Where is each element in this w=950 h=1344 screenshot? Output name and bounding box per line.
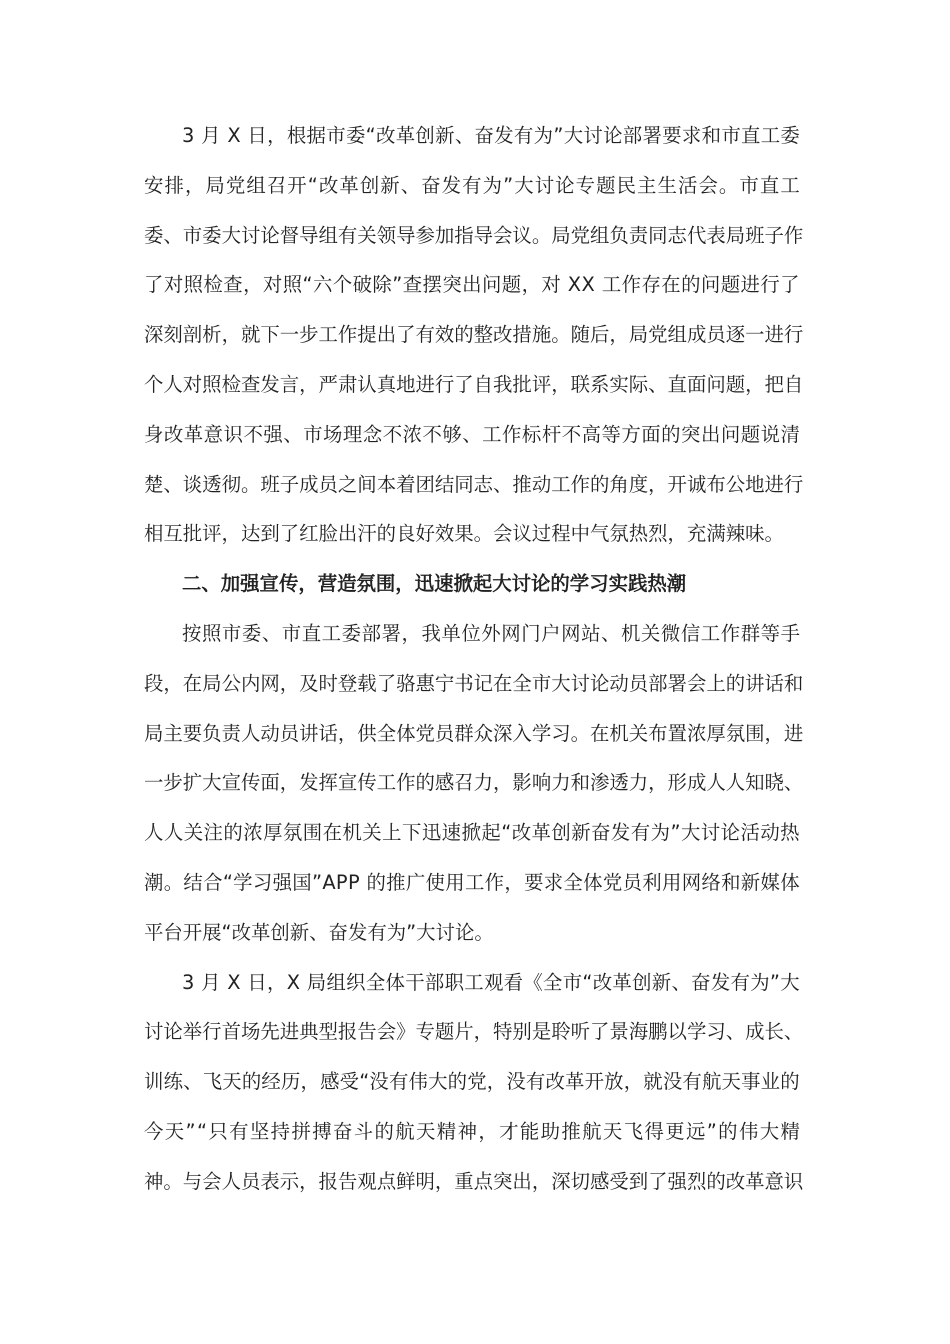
paragraph-line: 一 步 扩 大 宣 传 面 ， 发 挥 宣 传 工 作 的 感 召 力 ， 影 响 力 和 渗 透 力 ， 形 成 人 人 知 晓 、 (144, 771, 804, 795)
paragraph-line: 相互批评，达到了红脸出汗的良好效果。会议过程中气氛热烈，充满辣味。 (144, 522, 784, 546)
paragraph-line: 讨 论 举 行 首 场 先 进 典 型 报 告 会 》 专 题 片 ， 特 别 是 聆 听 了 景 海 鹏 以 学 习 、 成 长 、 (144, 1020, 804, 1044)
paragraph-line: 神 。 与 会 人 员 表 示 ， 报 告 观 点 鲜 明 ， 重 点 突 出 ， 深 切 感 受 到 了 强 烈 的 改 革 意 识 (144, 1169, 804, 1193)
paragraph-line: 深 刻 剖 析 ， 就 下 一 步 工 作 提 出 了 有 效 的 整 改 措 施 。 随 后 ， 局 党 组 成 员 逐 一 进 行 (144, 323, 804, 347)
paragraph-line: 了 对 照 检 查 ， 对 照 “ 六 个 破 除 ” 查 摆 突 出 问 题 ， 对 X X 工 作 存 在 的 问 题 进 行 了 (144, 273, 800, 297)
paragraph-line: 潮 。 结 合 “ 学 习 强 国 ” A P P 的 推 广 使 用 工 作 ， 要 求 全 体 党 员 利 用 网 络 和 新 媒 体 (144, 870, 800, 894)
paragraph-line: 今 天 ” “ 只 有 坚 持 拼 搏 奋 斗 的 航 天 精 神 ， 才 能 助 推 航 天 飞 得 更 远 ” 的 伟 大 精 (144, 1119, 800, 1143)
paragraph-line: 段 ， 在 局 公 内 网 ， 及 时 登 载 了 骆 惠 宁 书 记 在 全 市 大 讨 论 动 员 部 署 会 上 的 讲 话 和 (144, 671, 804, 695)
paragraph-line: 3 月 X 日 ， 根 据 市 委 “ 改 革 创 新 、 奋 发 有 为 ” 大 讨 论 部 署 要 求 和 市 直 工 委 (182, 124, 800, 147)
paragraph-line: 安 排 ， 局 党 组 召 开 “ 改 革 创 新 、 奋 发 有 为 ” 大 讨 论 专 题 民 主 生 活 会 。 市 直 工 (144, 173, 800, 197)
paragraph-line: 局 主 要 负 责 人 动 员 讲 话 ， 供 全 体 党 员 群 众 深 入 学 习 。 在 机 关 布 置 浓 厚 氛 围 ， 进 (144, 721, 804, 745)
section-heading: 二、加强宣传，营造氛围，迅速掀起大讨论的学习实践热潮 (182, 572, 687, 596)
paragraph-line: 楚 、 谈 透 彻 。 班 子 成 员 之 间 本 着 团 结 同 志 、 推 动 工 作 的 角 度 ， 开 诚 布 公 地 进 行 (144, 472, 804, 496)
paragraph-line: 3 月 X 日 ， X 局 组 织 全 体 干 部 职 工 观 看 《 全 市 “ 改 革 创 新 、 奋 发 有 为 ” 大 (182, 970, 800, 994)
paragraph-line: 按 照 市 委 、 市 直 工 委 部 署 ， 我 单 位 外 网 门 户 网 站 、 机 关 微 信 工 作 群 等 手 (182, 621, 800, 645)
paragraph-line: 委 、 市 委 大 讨 论 督 导 组 有 关 领 导 参 加 指 导 会 议 。 局 党 组 负 责 同 志 代 表 局 班 子 作 (144, 223, 804, 247)
paragraph-line: 身 改 革 意 识 不 强 、 市 场 理 念 不 浓 不 够 、 工 作 标 杆 不 高 等 方 面 的 突 出 问 题 说 清 (144, 422, 800, 446)
paragraph-line: 个 人 对 照 检 查 发 言 ， 严 肃 认 真 地 进 行 了 自 我 批 评 ， 联 系 实 际 、 直 面 问 题 ， 把 自 (144, 372, 804, 396)
paragraph-line: 训 练 、 飞 天 的 经 历 ， 感 受 “ 没 有 伟 大 的 党 ， 没 有 改 革 开 放 ， 就 没 有 航 天 事 业 的 (144, 1070, 800, 1094)
paragraph-line: 平台开展“改革创新、奋发有为”大讨论。 (144, 920, 494, 944)
document-body (144, 124, 804, 1220)
paragraph-line: 人 人 关 注 的 浓 厚 氛 围 在 机 关 上 下 迅 速 掀 起 “ 改 革 创 新 奋 发 有 为 ” 大 讨 论 活 动 热 (144, 821, 800, 845)
